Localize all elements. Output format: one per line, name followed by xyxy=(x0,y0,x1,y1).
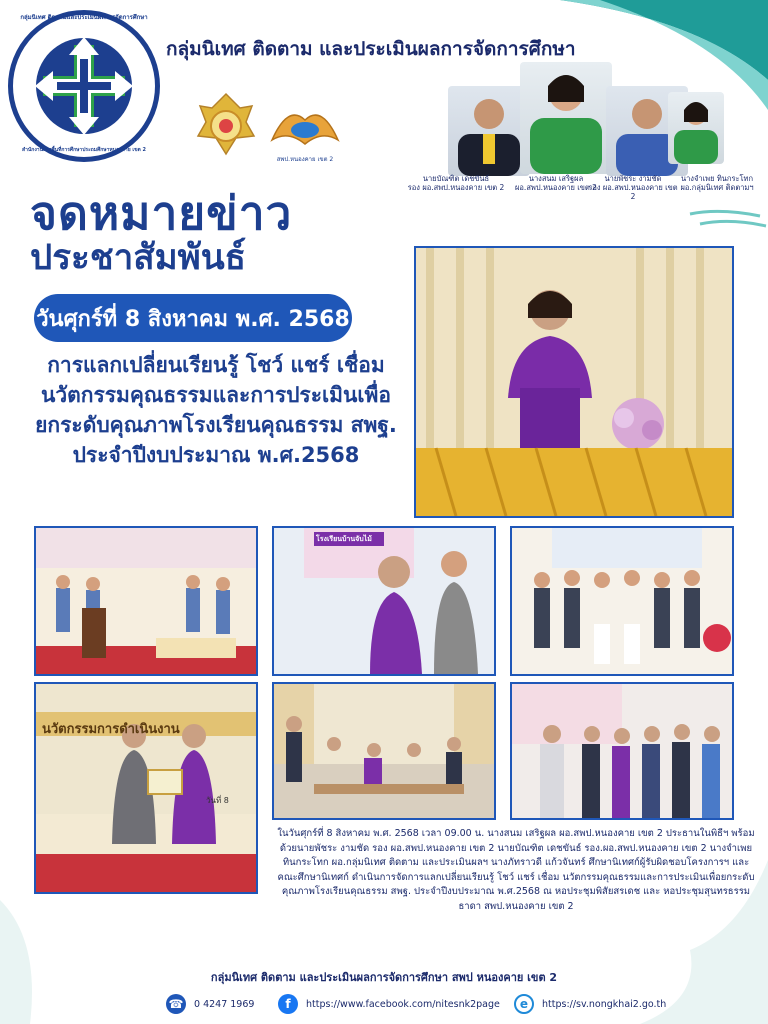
photo-meeting-hall xyxy=(272,682,496,820)
date-badge: วันศุกร์ที่ 8 สิงหาคม พ.ศ. 2568 xyxy=(34,294,352,342)
contact-phone[interactable] xyxy=(166,994,254,1014)
nites-logo xyxy=(8,10,160,162)
nara-model-emblem xyxy=(268,100,342,156)
executive-caption-1: นายบัณฑิต เดชขันธ์ รอง ผอ.สพป.หนองคาย เขต 2 xyxy=(407,174,505,192)
executive-caption-4: นางจำเพย ทินกระโทก ผอ.กลุ่มนิเทศ ติดตามฯ xyxy=(680,174,754,192)
emblem-caption: สพป.หนองคาย เขต 2 xyxy=(276,156,334,163)
headline: การแลกเปลี่ยนเรียนรู้ โชว์ แชร์ เชื่อม นวัตกรรมคุณธรรมและการประเมินเพื่อยกระดับคุณภาพโรงเรียนคุณธรรม สพฐ. ประจำปีงบประมาณ พ.ศ.2568 xyxy=(35,353,397,467)
facebook-link[interactable]: https://www.facebook.com/nitesnk2page xyxy=(306,998,500,1010)
photo-certificate xyxy=(34,682,258,894)
facebook-icon: f xyxy=(278,994,298,1014)
newsletter-title: จดหมายข่าว xyxy=(30,186,293,240)
obec-emblem xyxy=(196,92,256,156)
logo-ring-caption: กลุ่มนิเทศ ติดตามและประเมินผลการจัดการศึกษา xyxy=(20,14,148,21)
certificate-day-text: วันที่ 8 xyxy=(206,796,229,805)
footer-title: กลุ่มนิเทศ ติดตาม และประเมินผลการจัดการศึกษา สพป หนองคาย เขต 2 xyxy=(210,971,558,984)
website-link[interactable]: https://sv.nongkhai2.go.th xyxy=(542,998,667,1010)
photo-activity-1 xyxy=(34,526,258,676)
logo-ring-caption-bottom: สำนักงานเขตพื้นที่การศึกษาประถมศึกษาหนองคาย เขต 2 xyxy=(22,147,146,153)
logo-arrows-icon xyxy=(13,15,155,157)
photo-activity-3 xyxy=(510,526,734,676)
executive-photo-2 xyxy=(520,62,612,174)
contact-facebook[interactable] xyxy=(278,994,500,1014)
internet-explorer-icon: e xyxy=(514,994,534,1014)
school-sign: โรงเรียนบ้านจับไม้ xyxy=(316,535,372,543)
certificate-banner-text: นวัตกรรมการดำเนินงาน xyxy=(42,722,180,737)
contact-website[interactable] xyxy=(514,994,666,1014)
executive-caption-3: นายพัชระ งามชัด รอง ผอ.สพป.หนองคาย เขต 2 xyxy=(588,174,678,201)
phone-number: 0 4247 1969 xyxy=(194,998,255,1010)
group-title: กลุ่มนิเทศ ติดตาม และประเมินผลการจัดการศึกษา xyxy=(166,38,576,60)
executive-caption-2: นางสนม เสริฐผล ผอ.สพป.หนองคาย เขต 2 xyxy=(515,174,597,192)
newsletter-subtitle: ประชาสัมพันธ์ xyxy=(30,238,247,278)
phone-icon: ☎ xyxy=(166,994,186,1014)
photo-activity-2 xyxy=(272,526,496,676)
photo-group xyxy=(510,682,734,820)
executive-photo-1 xyxy=(448,86,530,176)
main-photo xyxy=(414,246,734,518)
news-body-text: ในวันศุกร์ที่ 8 สิงหาคม พ.ศ. 2568 เวลา 09.00 น. นางสนม เสริฐผล ผอ.สพป.หนองคาย เขต 2 ประธานในพิธีฯ พร้อมด้วยนายพัชระ งามชัด รอง ผอ.สพป.หนองคาย เขต 2 นายบัณฑิต เดชขันธ์ รอง.ผอ.สพป.หนองคาย เขต 2 นางจำเพย ทินกระโทก ผอ.กลุ่มนิเทศ ติดตาม และประเมินผลฯ นางภัทราวดี แก้วจันทร์ ศึกษานิเทศก์ผู้รับผิดชอบโครงการฯ และคณะศึกษานิเทศก์ ดำเนินการจัดการแลกเปลี่ยนเรียนรู้ โชว์ แชร์ เชื่อม นวัตกรรมคุณธรรมและการประเมินเพื่อยกระดับคุณภาพโรงเรียนคุณธรรม สพฐ. ประจำปีงบประมาณ พ.ศ.2568 ณ หอประชุมพิสัยสรเดช และ หอประชุมสุนทรธรรมธาดา สพป.หนองคาย เขต 2 xyxy=(277,828,755,912)
executive-photo-4 xyxy=(668,92,724,164)
